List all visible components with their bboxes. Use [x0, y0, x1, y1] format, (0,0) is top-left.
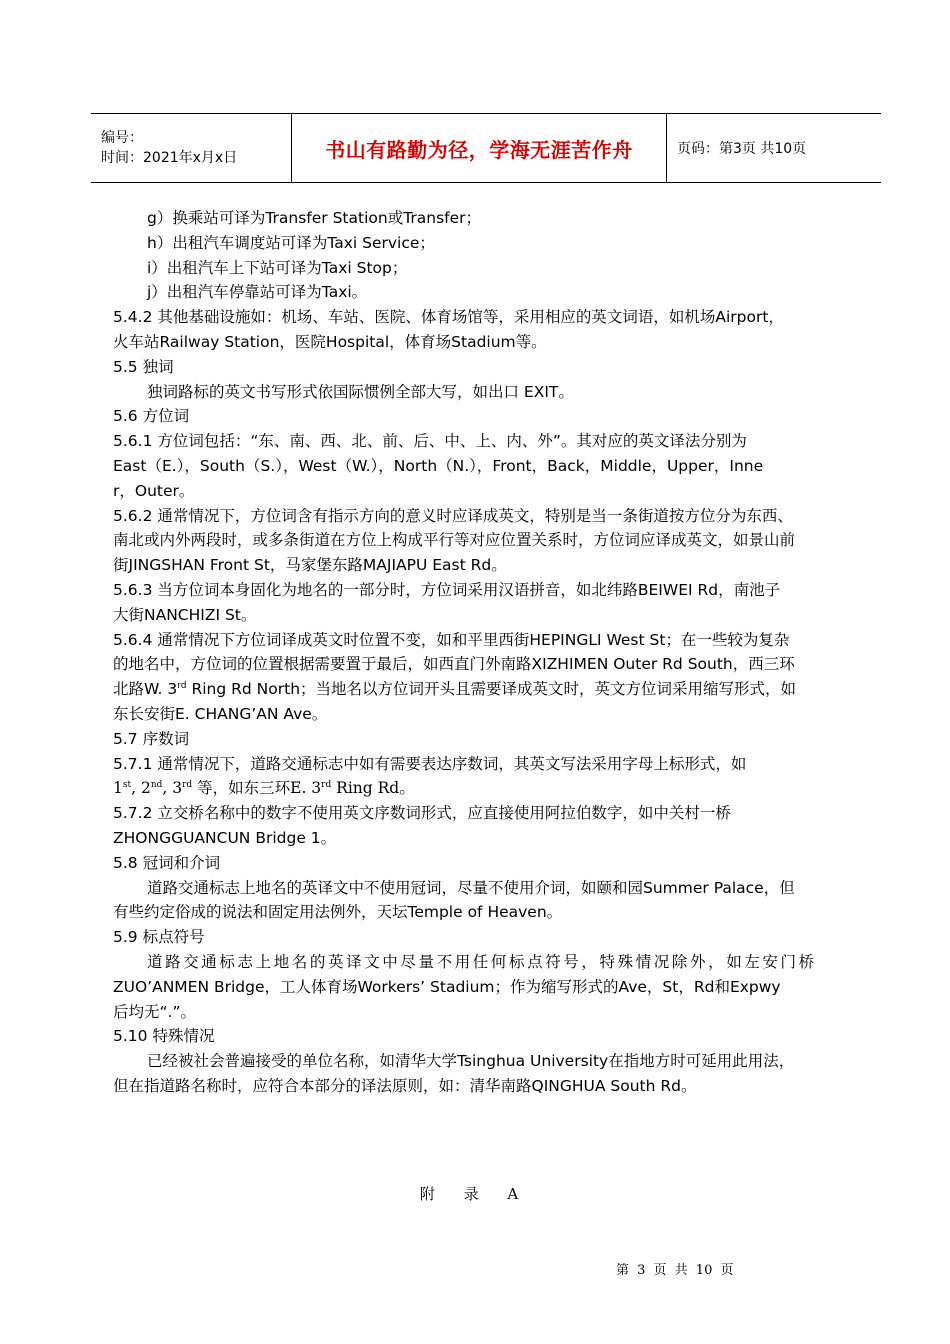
body-line: [113, 776, 861, 801]
section-heading: 5.5 独词: [113, 357, 174, 376]
body-line: 5.7.2 立交桥名称中的数字不使用英文序数词形式，应直接使用阿拉伯数字，如中关村一桥: [113, 804, 731, 823]
body-line: 街JINGSHAN Front St，马家堡东路MAJIAPU East Rd。: [113, 556, 507, 575]
header-meta: [91, 114, 292, 182]
body-line: [113, 677, 861, 702]
section-heading: 5.7 序数词: [113, 729, 190, 748]
body-line: h）出租汽车调度站可译为Taxi Service；: [147, 233, 435, 252]
text-run: , 2: [131, 779, 151, 798]
body-line: 道路交通标志上地名的英译文中尽量不用任何标点符号，特殊情况除外，如左安门桥: [147, 952, 817, 971]
body-line: 5.6.1 方位词包括：“东、南、西、北、前、后、中、上、内、外”。其对应的英文译法分别为: [113, 432, 747, 451]
page-footer: 第 3 页 共 10 页: [616, 1263, 734, 1278]
body-line: ZUO’ANMEN Bridge，工人体育场Workers’ Stadium；作为缩写形式的Ave，St，Rd和Expwy: [113, 977, 781, 996]
body-line: 5.4.2 其他基础设施如：机场、车站、医院、体育场馆等，采用相应的英文词语，如机场Airport，: [113, 308, 784, 327]
text-run: 1: [113, 779, 123, 798]
superscript: rd: [177, 680, 187, 691]
body-line: ZHONGGUANCUN Bridge 1。: [113, 828, 337, 847]
body-line: 道路交通标志上地名的英译文中不使用冠词，尽量不使用介词，如颐和园Summer Palace，但: [147, 878, 795, 897]
section-heading: 5.6 方位词: [113, 407, 190, 426]
body-line: 火车站Railway Station，医院Hospital，体育场Stadium等。: [113, 332, 547, 351]
document-header: [91, 113, 881, 183]
body-line: 有些约定俗成的说法和固定用法例外，天坛Temple of Heaven。: [113, 903, 563, 922]
appendix-title: 附 录 A: [419, 1185, 531, 1203]
body-line: 独词路标的英文书写形式依国际惯例全部大写，如出口 EXIT。: [147, 382, 574, 401]
body-line: 东长安街E. CHANG’AN Ave。: [113, 704, 328, 723]
body-line: 5.6.2 通常情况下，方位词含有指示方向的意义时应译成英文，特别是当一条街道按方位分为东西、: [113, 506, 793, 525]
text-run: Ring Rd。: [331, 779, 415, 798]
superscript: st: [122, 780, 132, 791]
time-label: 时间：2021年x月x日: [101, 150, 238, 166]
body-line: 南北或内外两段时，或多条街道在方位上构成平行等对应位置关系时，方位词应译成英文，如景山前: [113, 531, 796, 550]
superscript: rd: [321, 780, 332, 791]
body-line: 5.6.3 当方位词本身固化为地名的一部分时，方位词采用汉语拼音，如北纬路BEIWEI Rd，南池子: [113, 580, 781, 599]
page-info-text: 页码：第3页 共10页: [677, 141, 807, 157]
superscript: nd: [150, 780, 163, 791]
text-run: 等，如东三环E. 3: [192, 779, 322, 798]
motto-text: 书山有路勤为径，学海无涯苦作舟: [325, 137, 633, 162]
superscript: rd: [182, 780, 193, 791]
number-label: 编号：: [101, 130, 143, 146]
section-heading: 5.10 特殊情况: [113, 1027, 215, 1046]
body-line: j）出租汽车停靠站可译为Taxi。: [147, 283, 368, 302]
text-run: , 3: [162, 779, 183, 798]
body-line: 5.7.1 通常情况下，道路交通标志中如有需要表达序数词，其英文写法采用字母上标形式，如: [113, 754, 747, 773]
text-run: Ring Rd North；当地名以方位词开头且需要译成英文时，英文方位词采用缩写形式，如: [186, 680, 797, 699]
body-line: 已经被社会普遍接受的单位名称，如清华大学Tsinghua University在指地方时可延用此用法，: [147, 1052, 795, 1071]
body-line: 但在指道路名称时，应符合本部分的译法原则，如：清华南路QINGHUA South Rd。: [113, 1076, 697, 1095]
body-line: r，Outer。: [113, 481, 195, 500]
text-run: 北路W. 3: [113, 680, 178, 699]
body-line: 大街NANCHIZI St。: [113, 605, 257, 624]
body-line: g）换乘站可译为Transfer Station或Transfer；: [147, 209, 482, 227]
document-body: [113, 206, 861, 1099]
section-heading: 5.9 标点符号: [113, 928, 205, 947]
body-line: 5.6.4 通常情况下方位词译成英文时位置不变，如和平里西街HEPINGLI West St；在一些较为复杂: [113, 630, 790, 649]
body-line: East（E.），South（S.），West（W.），North（N.），Front，Back，Middle，Upper，Inne: [113, 456, 764, 475]
body-line: 后均无“.”。: [113, 1002, 196, 1021]
header-page-info: [667, 114, 881, 182]
body-line: i）出租汽车上下站可译为Taxi Stop；: [147, 258, 408, 277]
section-heading: 5.8 冠词和介词: [113, 853, 221, 872]
header-motto: [292, 114, 667, 182]
body-line: 的地名中，方位词的位置根据需要置于最后，如西直门外南路XIZHIMEN Outer Rd South，西三环: [113, 655, 795, 674]
